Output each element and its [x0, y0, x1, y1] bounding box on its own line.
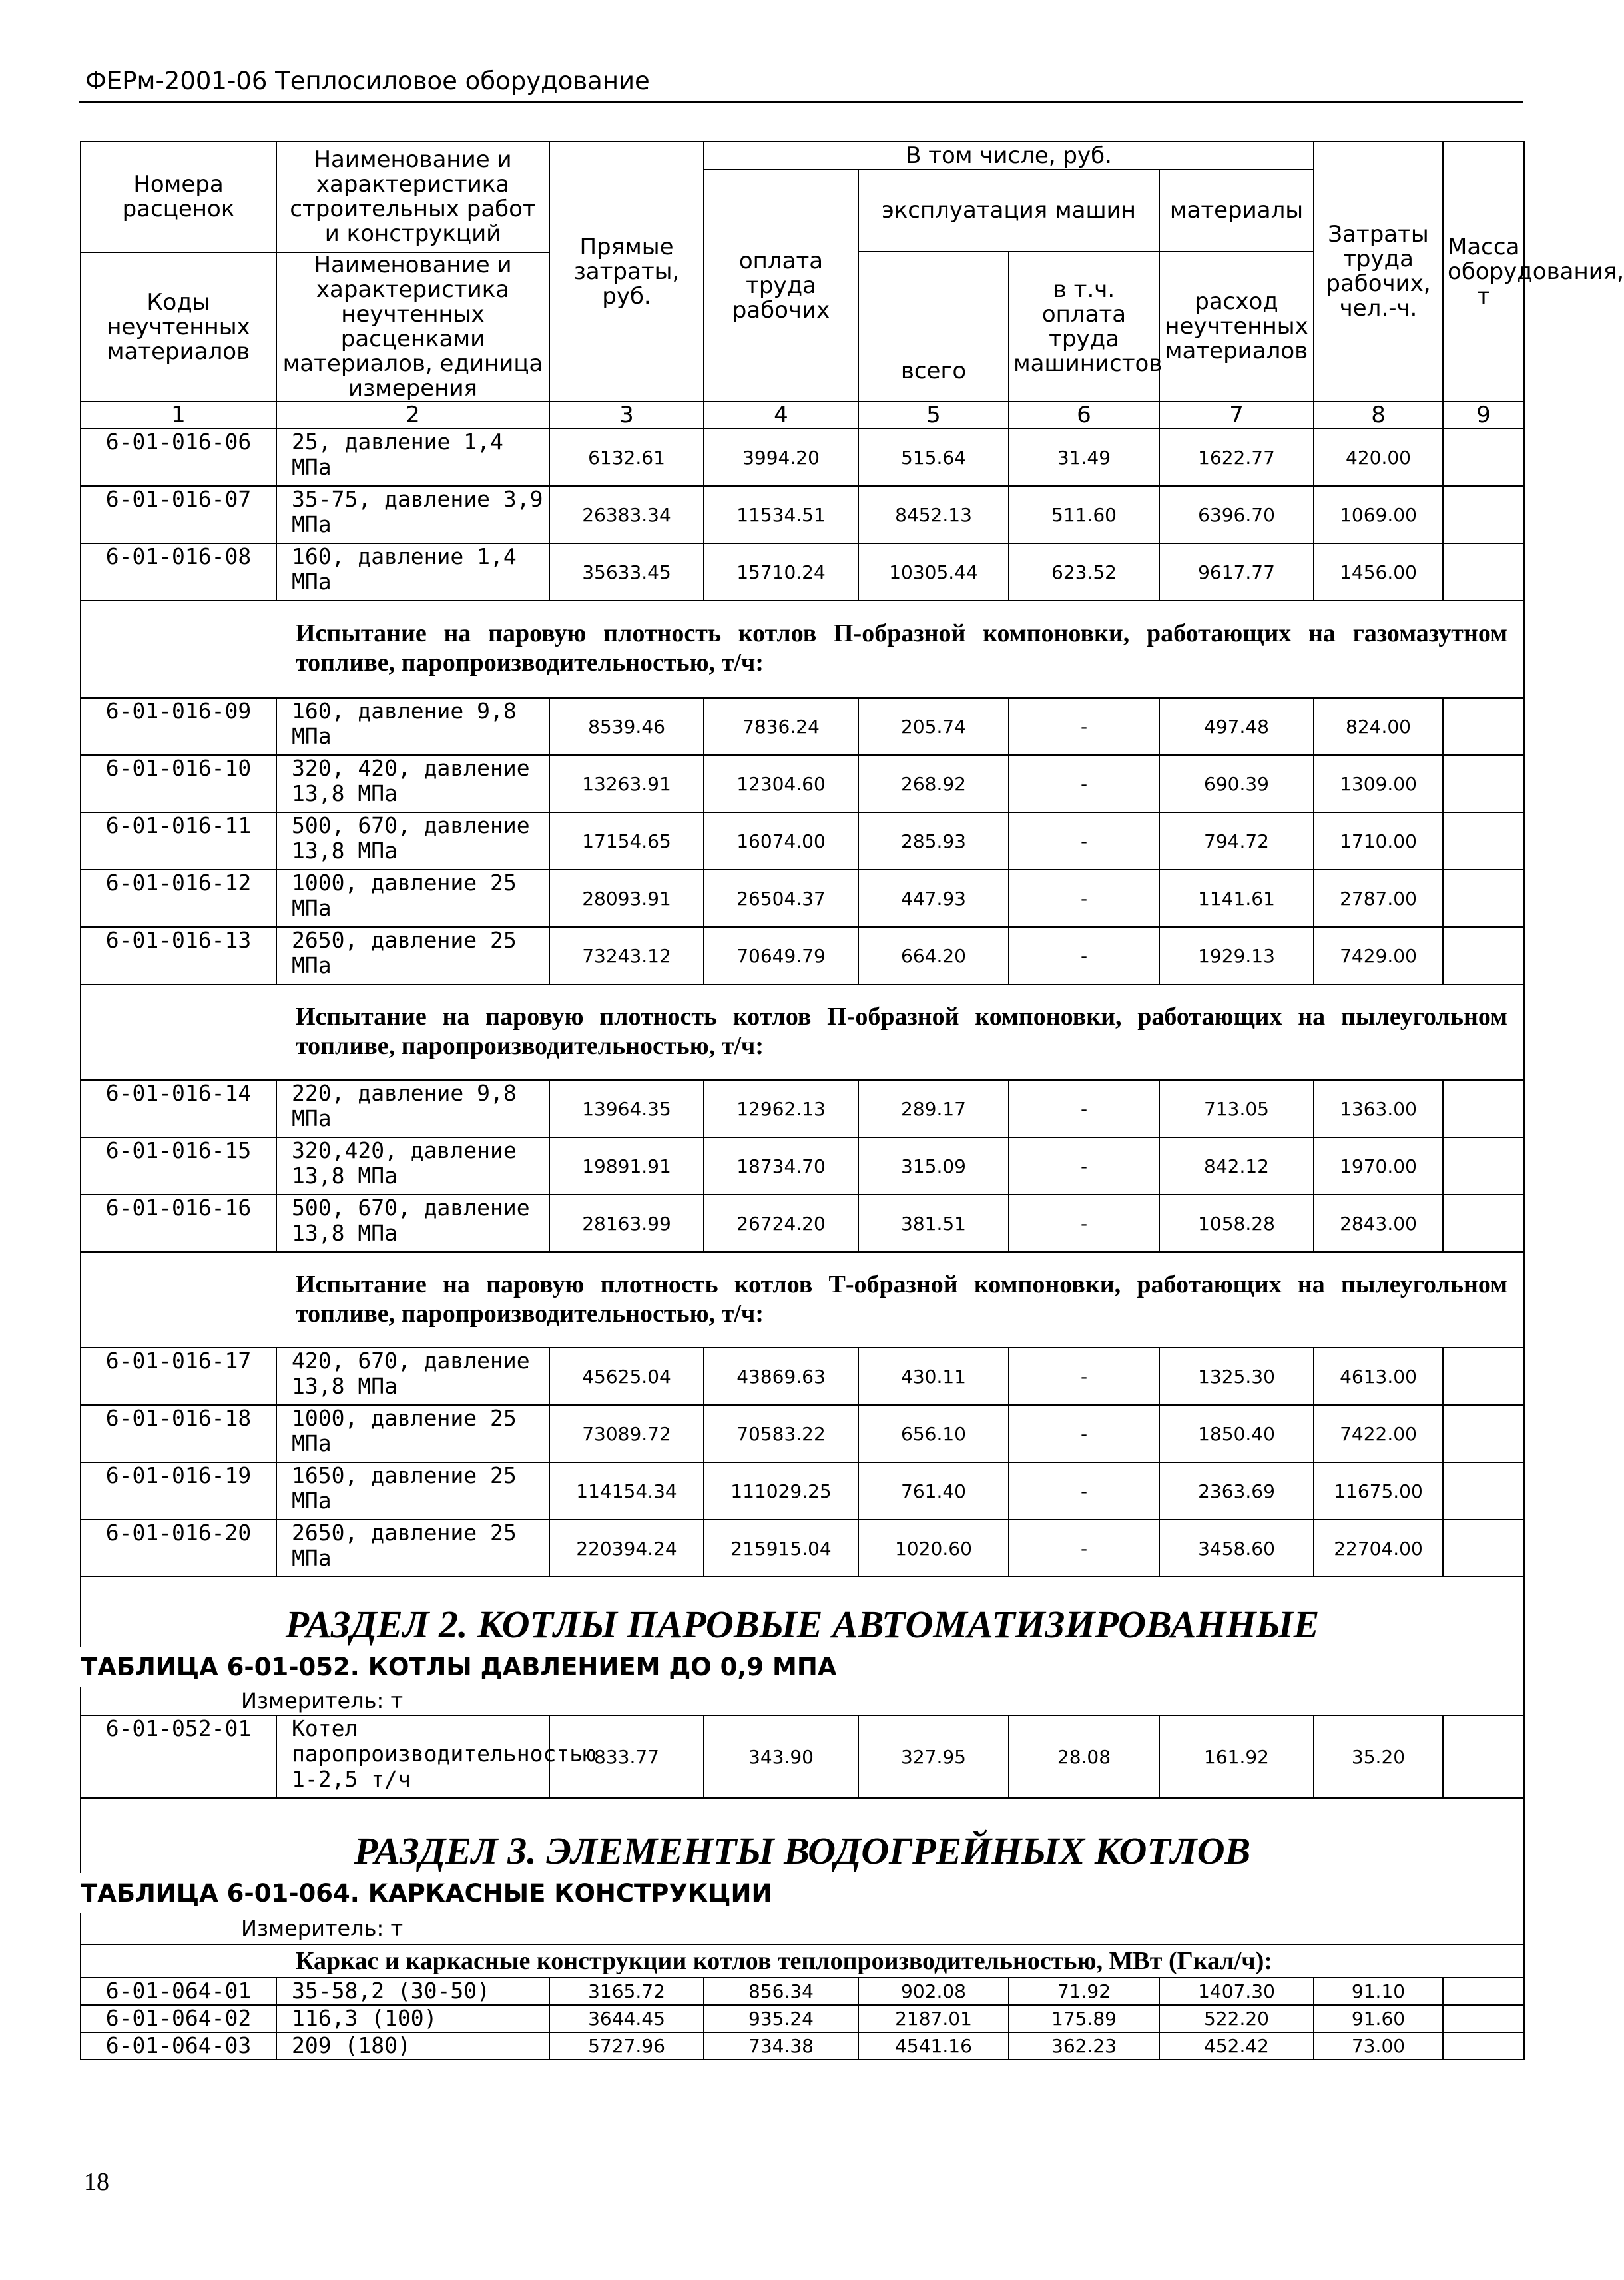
value-cell-c4: 111029.25: [704, 1462, 858, 1520]
table-row: [81, 1978, 1524, 2005]
value-cell-c3: 28093.91: [549, 870, 704, 927]
value-cell-c3: 19891.91: [549, 1137, 704, 1195]
value-cell-c9: [1443, 1462, 1524, 1520]
machinists-pay-header: в т.ч. оплата труда машинистов: [1009, 252, 1159, 402]
value-cell-c6: -: [1009, 1405, 1159, 1462]
rate-name: 160, давление 1,4 МПа: [276, 543, 549, 601]
value-cell-c5: 327.95: [858, 1715, 1009, 1798]
rate-code: 6-01-016-15: [81, 1137, 276, 1195]
measure-052-row: [81, 1687, 1524, 1715]
value-cell-c7: 497.48: [1159, 698, 1314, 755]
value-cell-c3: 17154.65: [549, 812, 704, 870]
value-cell-c6: -: [1009, 1080, 1159, 1137]
value-cell-c4: 215915.04: [704, 1520, 858, 1577]
rate-code: 6-01-016-12: [81, 870, 276, 927]
measure-064-row: [81, 1913, 1524, 1944]
value-cell-c4: 70583.22: [704, 1405, 858, 1462]
value-cell-c4: 11534.51: [704, 486, 858, 543]
rate-name: 116,3 (100): [276, 2005, 549, 2032]
table-row: [81, 486, 1524, 543]
value-cell-c6: 175.89: [1009, 2005, 1159, 2032]
value-cell-c9: [1443, 2005, 1524, 2032]
rate-name: 500, 670, давление 13,8 МПа: [276, 1195, 549, 1252]
value-cell-c5: 656.10: [858, 1405, 1009, 1462]
rate-code: 6-01-016-20: [81, 1520, 276, 1577]
direct-costs-header: Прямые затраты, руб.: [549, 142, 704, 402]
table-row: [81, 927, 1524, 984]
value-cell-c5: 515.64: [858, 429, 1009, 486]
value-cell-c5: 902.08: [858, 1978, 1009, 2005]
machines-total-header: всего: [858, 252, 1009, 402]
col1-bottom-header: Коды неучтенных материалов: [81, 252, 276, 402]
value-cell-c8: 1710.00: [1314, 812, 1443, 870]
value-cell-c6: -: [1009, 1520, 1159, 1577]
section-title-row: [81, 601, 1524, 698]
value-cell-c5: 205.74: [858, 698, 1009, 755]
section-title: Испытание на паровую плотность котлов П-образной компоновки, работающих на пылеугольном топливе, паропроизводительностью, т/ч:: [81, 984, 1524, 1080]
value-cell-c8: 1970.00: [1314, 1137, 1443, 1195]
column-number-cell: 6: [1009, 402, 1159, 429]
rate-code: 6-01-016-13: [81, 927, 276, 984]
table-row: [81, 870, 1524, 927]
section-title-row: [81, 1252, 1524, 1348]
value-cell-c9: [1443, 2032, 1524, 2060]
value-cell-c8: 1456.00: [1314, 543, 1443, 601]
value-cell-c4: 26504.37: [704, 870, 858, 927]
table-row: [81, 1137, 1524, 1195]
value-cell-c7: 842.12: [1159, 1137, 1314, 1195]
value-cell-c5: 447.93: [858, 870, 1009, 927]
table-052-title-row: [81, 1647, 1524, 1687]
table-064-title: ТАБЛИЦА 6-01-064. КАРКАСНЫЕ КОНСТРУКЦИИ: [81, 1873, 1524, 1913]
rate-code: 6-01-016-14: [81, 1080, 276, 1137]
header-rule: [79, 101, 1523, 103]
rate-code: 6-01-016-06: [81, 429, 276, 486]
rate-name: 420, 670, давление 13,8 МПа: [276, 1348, 549, 1405]
value-cell-c6: -: [1009, 812, 1159, 870]
labor-costs-header: Затраты труда рабочих, чел.-ч.: [1314, 142, 1443, 402]
rate-code: 6-01-016-08: [81, 543, 276, 601]
rate-code: 6-01-016-11: [81, 812, 276, 870]
value-cell-c6: -: [1009, 870, 1159, 927]
value-cell-c3: 28163.99: [549, 1195, 704, 1252]
value-cell-c5: 664.20: [858, 927, 1009, 984]
value-cell-c3: 26383.34: [549, 486, 704, 543]
rate-name: 1000, давление 25 МПа: [276, 870, 549, 927]
value-cell-c3: 45625.04: [549, 1348, 704, 1405]
value-cell-c9: [1443, 870, 1524, 927]
rates-table: [80, 141, 1624, 2060]
value-cell-c3: 114154.34: [549, 1462, 704, 1520]
column-number-cell: 7: [1159, 402, 1314, 429]
table-row: [81, 1348, 1524, 1405]
value-cell-c7: 452.42: [1159, 2032, 1314, 2060]
table-row: [81, 1520, 1524, 1577]
rate-code: 6-01-016-18: [81, 1405, 276, 1462]
rate-name: 220, давление 9,8 МПа: [276, 1080, 549, 1137]
value-cell-c6: 31.49: [1009, 429, 1159, 486]
value-cell-c4: 7836.24: [704, 698, 858, 755]
value-cell-c9: [1443, 755, 1524, 812]
table-row: [81, 1195, 1524, 1252]
value-cell-c9: [1443, 1348, 1524, 1405]
value-cell-c9: [1443, 543, 1524, 601]
table-row: [81, 755, 1524, 812]
including-header: В том числе, руб.: [704, 142, 1314, 170]
value-cell-c4: 26724.20: [704, 1195, 858, 1252]
column-numbers-row: [81, 402, 1524, 429]
table-row: [81, 543, 1524, 601]
value-cell-c9: [1443, 698, 1524, 755]
value-cell-c5: 285.93: [858, 812, 1009, 870]
value-cell-c3: 73243.12: [549, 927, 704, 984]
value-cell-c6: 623.52: [1009, 543, 1159, 601]
table-row: [81, 2032, 1524, 2060]
column-number-cell: 9: [1443, 402, 1524, 429]
value-cell-c6: 511.60: [1009, 486, 1159, 543]
value-cell-c8: 7429.00: [1314, 927, 1443, 984]
value-cell-c6: -: [1009, 1462, 1159, 1520]
value-cell-c7: 2363.69: [1159, 1462, 1314, 1520]
value-cell-c9: [1443, 812, 1524, 870]
table-row: [81, 812, 1524, 870]
table-064-title-row: [81, 1873, 1524, 1913]
column-number-cell: 1: [81, 402, 276, 429]
value-cell-c3: 5727.96: [549, 2032, 704, 2060]
value-cell-c8: 35.20: [1314, 1715, 1443, 1798]
value-cell-c9: [1443, 1978, 1524, 2005]
section-3-heading: РАЗДЕЛ 3. ЭЛЕМЕНТЫ ВОДОГРЕЙНЫХ КОТЛОВ: [81, 1798, 1524, 1873]
value-cell-c5: 761.40: [858, 1462, 1009, 1520]
section-title: Испытание на паровую плотность котлов П-образной компоновки, работающих на газомазутном топливе, паропроизводительностью, т/ч:: [81, 601, 1524, 698]
value-cell-c8: 11675.00: [1314, 1462, 1443, 1520]
value-cell-c5: 430.11: [858, 1348, 1009, 1405]
worker-pay-header: оплата труда рабочих: [704, 170, 858, 402]
col2-top-header: Наименование и характеристика строительных работ и конструкций: [276, 142, 549, 252]
equipment-mass-header: Масса оборудования, т: [1443, 142, 1524, 402]
value-cell-c8: 4613.00: [1314, 1348, 1443, 1405]
section-title-row: [81, 1944, 1524, 1978]
page-header: ФЕРм-2001-06 Теплосиловое оборудование: [85, 67, 650, 95]
value-cell-c7: 713.05: [1159, 1080, 1314, 1137]
value-cell-c4: 70649.79: [704, 927, 858, 984]
value-cell-c5: 10305.44: [858, 543, 1009, 601]
rate-code: 6-01-016-09: [81, 698, 276, 755]
value-cell-c7: 794.72: [1159, 812, 1314, 870]
rate-name: 1000, давление 25 МПа: [276, 1405, 549, 1462]
rate-code: 6-01-016-16: [81, 1195, 276, 1252]
value-cell-c8: 2843.00: [1314, 1195, 1443, 1252]
value-cell-c3: 833.77: [549, 1715, 704, 1798]
value-cell-c6: 71.92: [1009, 1978, 1159, 2005]
table-row: [81, 1462, 1524, 1520]
rate-name: 320,420, давление 13,8 МПа: [276, 1137, 549, 1195]
value-cell-c3: 13964.35: [549, 1080, 704, 1137]
value-cell-c7: 9617.77: [1159, 543, 1314, 601]
value-cell-c7: 6396.70: [1159, 486, 1314, 543]
value-cell-c5: 315.09: [858, 1137, 1009, 1195]
table-052-title: ТАБЛИЦА 6-01-052. КОТЛЫ ДАВЛЕНИЕМ ДО 0,9 МПА: [81, 1647, 1524, 1687]
value-cell-c3: 6132.61: [549, 429, 704, 486]
value-cell-c9: [1443, 1405, 1524, 1462]
value-cell-c4: 343.90: [704, 1715, 858, 1798]
value-cell-c8: 1069.00: [1314, 486, 1443, 543]
value-cell-c9: [1443, 1195, 1524, 1252]
rate-name: 160, давление 9,8 МПа: [276, 698, 549, 755]
value-cell-c4: 15710.24: [704, 543, 858, 601]
value-cell-c8: 2787.00: [1314, 870, 1443, 927]
value-cell-c9: [1443, 1137, 1524, 1195]
value-cell-c3: 35633.45: [549, 543, 704, 601]
table-row: [81, 429, 1524, 486]
value-cell-c9: [1443, 1715, 1524, 1798]
value-cell-c9: [1443, 927, 1524, 984]
rate-name: 320, 420, давление 13,8 МПа: [276, 755, 549, 812]
section-title-row: [81, 984, 1524, 1080]
rate-code: 6-01-064-03: [81, 2032, 276, 2060]
rate-name: 500, 670, давление 13,8 МПа: [276, 812, 549, 870]
table-row: [81, 1405, 1524, 1462]
value-cell-c7: 1141.61: [1159, 870, 1314, 927]
rate-name: 2650, давление 25 МПа: [276, 1520, 549, 1577]
value-cell-c4: 935.24: [704, 2005, 858, 2032]
value-cell-c3: 73089.72: [549, 1405, 704, 1462]
column-number-cell: 4: [704, 402, 858, 429]
value-cell-c8: 1309.00: [1314, 755, 1443, 812]
rate-name: 35-58,2 (30-50): [276, 1978, 549, 2005]
rate-code: 6-01-016-17: [81, 1348, 276, 1405]
value-cell-c8: 91.10: [1314, 1978, 1443, 2005]
value-cell-c4: 16074.00: [704, 812, 858, 870]
value-cell-c9: [1443, 1080, 1524, 1137]
rate-name: 2650, давление 25 МПа: [276, 927, 549, 984]
value-cell-c7: 3458.60: [1159, 1520, 1314, 1577]
rate-name: 209 (180): [276, 2032, 549, 2060]
value-cell-c6: -: [1009, 1137, 1159, 1195]
value-cell-c5: 289.17: [858, 1080, 1009, 1137]
table-row: [81, 2005, 1524, 2032]
value-cell-c6: -: [1009, 698, 1159, 755]
value-cell-c5: 1020.60: [858, 1520, 1009, 1577]
value-cell-c7: 1058.28: [1159, 1195, 1314, 1252]
value-cell-c8: 91.60: [1314, 2005, 1443, 2032]
table-row: [81, 698, 1524, 755]
value-cell-c9: [1443, 1520, 1524, 1577]
measure-064: Измеритель: т: [81, 1913, 1524, 1944]
value-cell-c7: 161.92: [1159, 1715, 1314, 1798]
value-cell-c7: 1325.30: [1159, 1348, 1314, 1405]
rate-name: 35-75, давление 3,9 МПа: [276, 486, 549, 543]
value-cell-c5: 4541.16: [858, 2032, 1009, 2060]
value-cell-c4: 3994.20: [704, 429, 858, 486]
column-number-cell: 5: [858, 402, 1009, 429]
value-cell-c5: 268.92: [858, 755, 1009, 812]
value-cell-c9: [1443, 429, 1524, 486]
column-number-cell: 8: [1314, 402, 1443, 429]
machines-header: эксплуатация машин: [858, 170, 1159, 252]
value-cell-c6: 28.08: [1009, 1715, 1159, 1798]
section-title: Каркас и каркасные конструкции котлов теплопроизводительностью, МВт (Гкал/ч):: [81, 1944, 1524, 1978]
value-cell-c7: 1929.13: [1159, 927, 1314, 984]
value-cell-c6: -: [1009, 1348, 1159, 1405]
value-cell-c7: 1622.77: [1159, 429, 1314, 486]
rate-code: 6-01-052-01: [81, 1715, 276, 1798]
rate-code: 6-01-016-10: [81, 755, 276, 812]
value-cell-c4: 18734.70: [704, 1137, 858, 1195]
value-cell-c3: 3165.72: [549, 1978, 704, 2005]
rate-code: 6-01-016-19: [81, 1462, 276, 1520]
value-cell-c4: 43869.63: [704, 1348, 858, 1405]
column-number-cell: 2: [276, 402, 549, 429]
page-number: 18: [84, 2168, 109, 2196]
value-cell-c6: -: [1009, 927, 1159, 984]
value-cell-c4: 734.38: [704, 2032, 858, 2060]
value-cell-c3: 13263.91: [549, 755, 704, 812]
value-cell-c4: 856.34: [704, 1978, 858, 2005]
rate-name: Котел паропроизводительностью 1-2,5 т/ч: [276, 1715, 549, 1798]
value-cell-c7: 522.20: [1159, 2005, 1314, 2032]
rate-name: 1650, давление 25 МПа: [276, 1462, 549, 1520]
table-row: [81, 1715, 1524, 1798]
materials-header: материалы: [1159, 170, 1314, 252]
rate-code: 6-01-064-01: [81, 1978, 276, 2005]
value-cell-c8: 824.00: [1314, 698, 1443, 755]
value-cell-c5: 8452.13: [858, 486, 1009, 543]
value-cell-c6: -: [1009, 755, 1159, 812]
col2-bottom-header: Наименование и характеристика неучтенных расценками материалов, единица измерения: [276, 252, 549, 402]
value-cell-c8: 1363.00: [1314, 1080, 1443, 1137]
value-cell-c8: 7422.00: [1314, 1405, 1443, 1462]
section-2-heading: РАЗДЕЛ 2. КОТЛЫ ПАРОВЫЕ АВТОМАТИЗИРОВАННЫЕ: [81, 1577, 1524, 1647]
value-cell-c4: 12304.60: [704, 755, 858, 812]
rate-code: 6-01-016-07: [81, 486, 276, 543]
value-cell-c7: 690.39: [1159, 755, 1314, 812]
table-row: [81, 1080, 1524, 1137]
value-cell-c4: 12962.13: [704, 1080, 858, 1137]
value-cell-c8: 22704.00: [1314, 1520, 1443, 1577]
value-cell-c8: 73.00: [1314, 2032, 1443, 2060]
value-cell-c7: 1850.40: [1159, 1405, 1314, 1462]
value-cell-c9: [1443, 486, 1524, 543]
section-title: Испытание на паровую плотность котлов Т-образной компоновки, работающих на пылеугольном топливе, паропроизводительностью, т/ч:: [81, 1252, 1524, 1348]
column-number-cell: 3: [549, 402, 704, 429]
value-cell-c7: 1407.30: [1159, 1978, 1314, 2005]
rate-name: 25, давление 1,4 МПа: [276, 429, 549, 486]
value-cell-c5: 381.51: [858, 1195, 1009, 1252]
measure-052: Измеритель: т: [81, 1687, 1524, 1715]
unaccounted-materials-header: расход неучтенных материалов: [1159, 252, 1314, 402]
value-cell-c5: 2187.01: [858, 2005, 1009, 2032]
value-cell-c3: 220394.24: [549, 1520, 704, 1577]
value-cell-c6: -: [1009, 1195, 1159, 1252]
value-cell-c6: 362.23: [1009, 2032, 1159, 2060]
rate-code: 6-01-064-02: [81, 2005, 276, 2032]
section-3-heading-row: [81, 1798, 1524, 1873]
section-2-heading-row: [81, 1577, 1524, 1647]
value-cell-c8: 420.00: [1314, 429, 1443, 486]
col1-top-header: Номера расценок: [81, 142, 276, 252]
value-cell-c3: 8539.46: [549, 698, 704, 755]
value-cell-c3: 3644.45: [549, 2005, 704, 2032]
